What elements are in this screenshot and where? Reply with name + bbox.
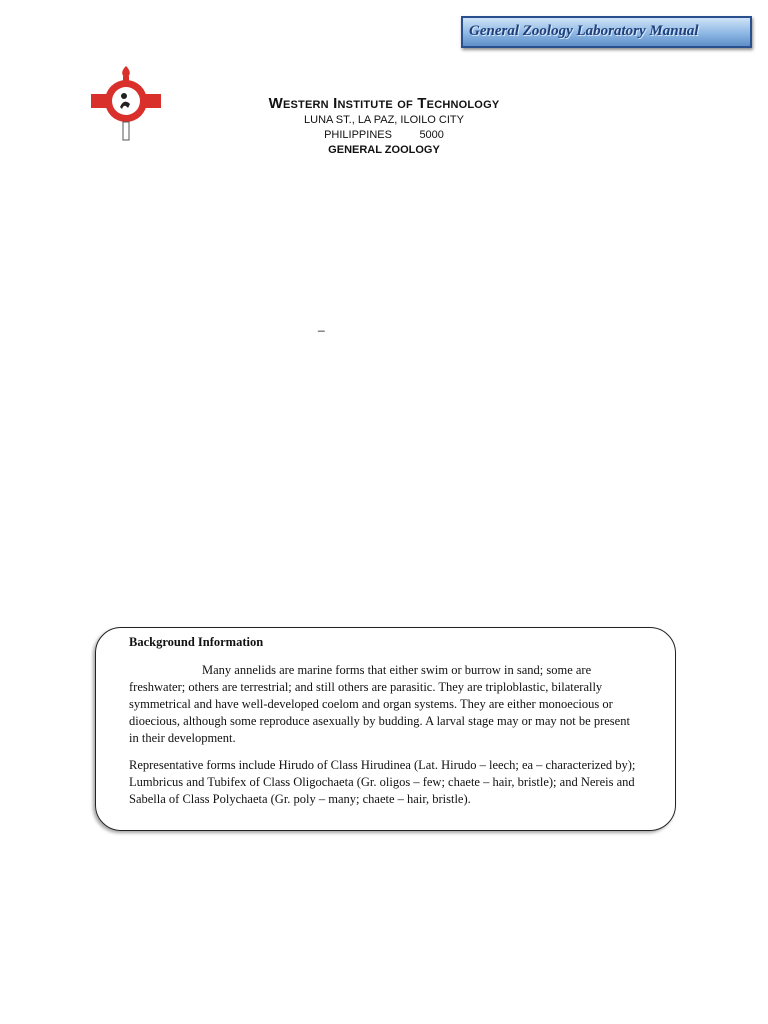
school-header (234, 94, 534, 158)
school-seal-icon (89, 64, 163, 142)
background-paragraph-1: Many annelids are marine forms that either swim or burrow in sand; some are freshwater; others are terrestrial; and still others are parasitic. They are triploblastic, bilaterally symmetrical and have well-developed coelom and organ systems. They are either monoecious or dioecious, although some reproduce asexually by budding. A larval stage may or may not be present in their development. (129, 663, 630, 745)
address-line-1: LUNA ST., LA PAZ, ILOILO CITY (304, 114, 464, 126)
stray-mark: _ (318, 318, 325, 332)
background-paragraph-2: Representative forms include Hirudo of Class Hirudinea (Lat. Hirudo – leech; ea – characterized by); Lumbricus and Tubifex of Class Oligochaeta (Gr. oligos – few; chaete – hair, bristle); and Nereis and Sabella of Class Polychaeta (Gr. poly – many; chaete – hair, bristle). (129, 758, 636, 806)
manual-title: General Zoology Laboratory Manual (469, 23, 699, 39)
background-title: Background Information (129, 635, 264, 649)
background-info-box (95, 627, 676, 831)
subject-title: GENERAL ZOOLOGY (328, 144, 440, 156)
manual-title-banner (461, 16, 752, 48)
school-name: Western Institute of Technology (268, 95, 500, 112)
address-line-2: PHILIPPINES 5000 (324, 129, 444, 141)
